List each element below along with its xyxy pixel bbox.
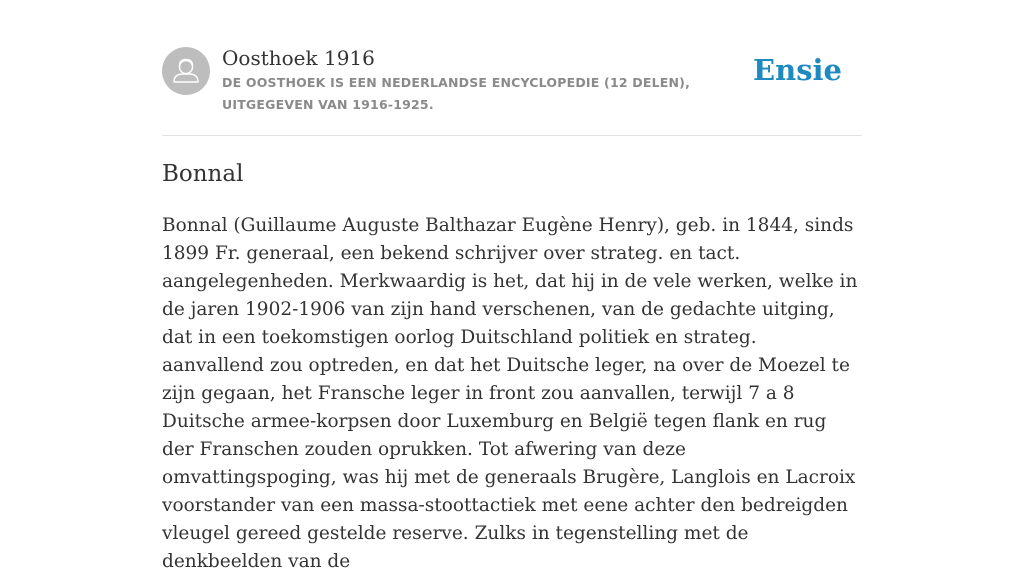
source-description: DE OOSTHOEK IS EEN NEDERLANDSE ENCYCLOPEDIE (12 DELEN), UITGEGEVEN VAN 1916-1925. [222,75,691,112]
entry-body: Bonnal (Guillaume Auguste Balthazar Eugène Henry), geb. in 1844, sinds 1899 Fr. generaal, een bekend schrijver over strateg. en tact. aangelegenheden. Merkwaardig is het, dat hij in de vele werken, welke in de jaren 1902-1906 van zijn hand verschenen, van de gedachte uitging, dat in een toekomstigen oorlog Duitschland politiek en strateg. aanvallend zou optreden, en dat het Duitsche leger, na over de Moezel te zijn gegaan, het Fransche leger in front zou aanvallen, terwijl 7 a 8 Duitsche armee-korpsen door Luxemburg en België tegen flank en rug der Franschen zouden oprukken. Tot afwering van deze omvattingspoging, was hij met de generaals Brugère, Langlois en Lacroix voorstander van een massa-stoottactiek met eene achter den bedreigden vleugel gereed gestelde reserve. Zulks in tegenstelling met de denkbeelden van de [162,215,858,572]
source-header [162,46,862,116]
header-divider [162,135,862,136]
entry-title: Bonnal [162,161,244,187]
brand-logo-link[interactable]: Ensie [753,53,842,87]
source-title[interactable]: Oosthoek 1916 [222,46,375,70]
user-avatar-icon [162,47,210,95]
